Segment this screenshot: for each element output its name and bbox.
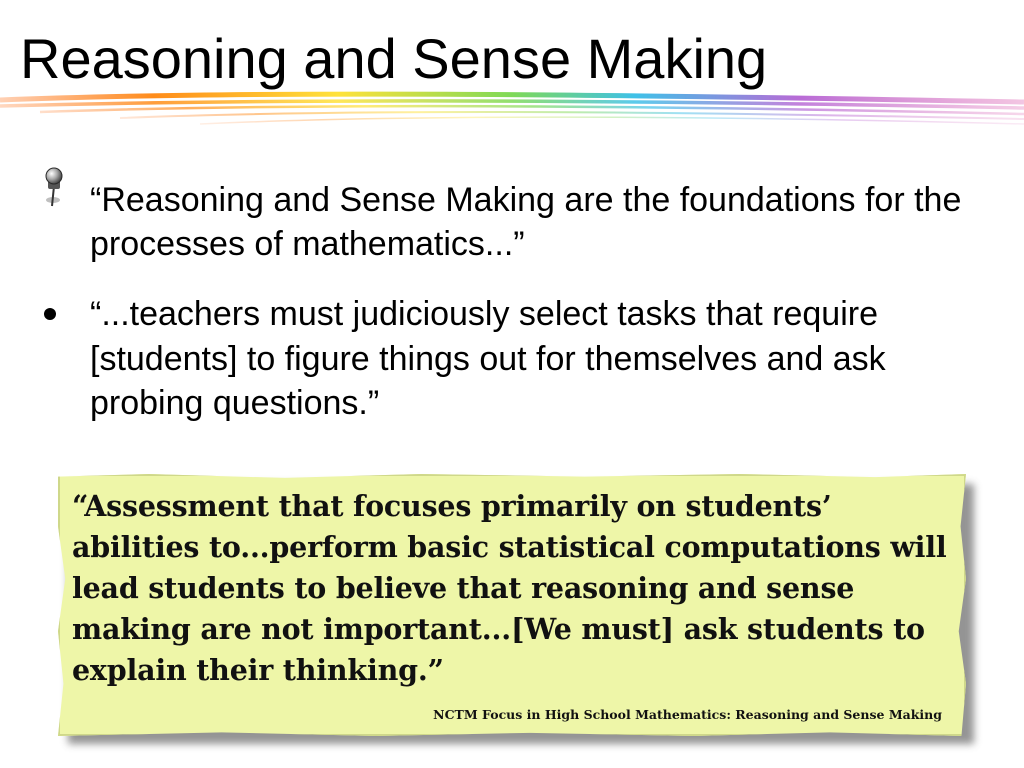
bullet-text: “Reasoning and Sense Making are the foundations for the processes of mathematics...”: [90, 181, 962, 264]
quote-card: [58, 474, 966, 736]
quote-text: “Assessment that focuses primarily on students’ abilities to...perform basic statistical computations will lead students to believe that reasoning and sense making are not important...[We must] ask students to explain their thinking.”: [72, 489, 947, 687]
rainbow-swoosh-divider: [0, 86, 1024, 136]
bullet-item-2: [40, 292, 980, 425]
bullet-item-1: [40, 178, 980, 266]
quote-source: NCTM Focus in High School Mathematics: Reasoning and Sense Making: [433, 707, 942, 722]
bullet-dot-icon: [44, 308, 56, 320]
slide-title: Reasoning and Sense Making: [20, 27, 768, 90]
bullet-text: “...teachers must judiciously select tasks that require [students] to figure things out for themselves and ask probing questions.”: [90, 295, 886, 422]
bullet-list: [40, 178, 980, 451]
pushpin-icon: [40, 166, 70, 210]
